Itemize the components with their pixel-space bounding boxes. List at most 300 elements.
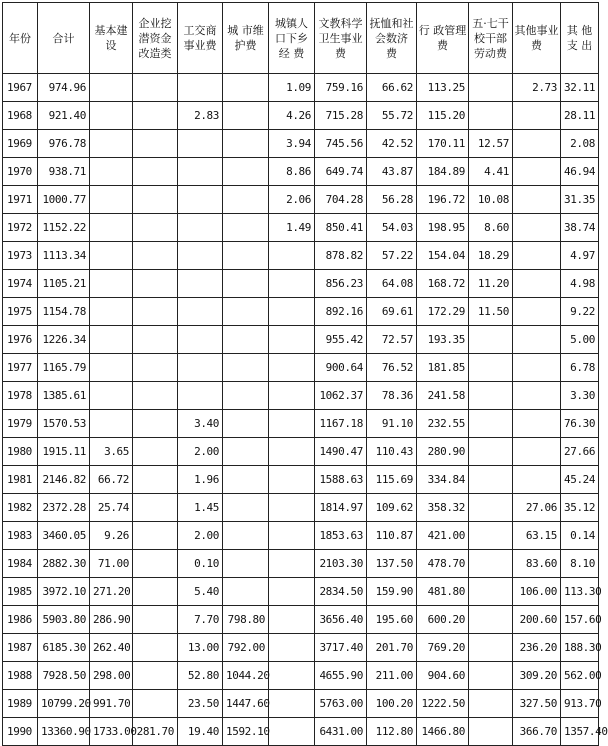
value-cell: 181.85 [417, 354, 469, 382]
table-row [3, 466, 599, 494]
year-cell: 1968 [3, 102, 38, 130]
value-cell [223, 242, 269, 270]
value-cell [269, 662, 315, 690]
value-cell [513, 102, 561, 130]
year-cell: 1973 [3, 242, 38, 270]
value-cell [513, 214, 561, 242]
value-cell [178, 74, 223, 102]
value-cell [469, 74, 513, 102]
value-cell [469, 522, 513, 550]
value-cell: 137.50 [367, 550, 417, 578]
value-cell: 991.70 [90, 690, 133, 718]
value-cell: 110.43 [367, 438, 417, 466]
value-cell: 309.20 [513, 662, 561, 690]
value-cell [513, 270, 561, 298]
year-cell: 1982 [3, 494, 38, 522]
value-cell: 3717.40 [315, 634, 367, 662]
year-cell: 1985 [3, 578, 38, 606]
value-cell: 7928.50 [38, 662, 90, 690]
value-cell: 1.49 [269, 214, 315, 242]
value-cell [269, 634, 315, 662]
value-cell: 198.95 [417, 214, 469, 242]
year-cell: 1978 [3, 382, 38, 410]
year-cell: 1983 [3, 522, 38, 550]
value-cell: 112.80 [367, 718, 417, 746]
value-cell: 7.70 [178, 606, 223, 634]
value-cell [133, 662, 178, 690]
value-cell: 892.16 [315, 298, 367, 326]
value-cell: 1062.37 [315, 382, 367, 410]
year-cell: 1974 [3, 270, 38, 298]
value-cell: 850.41 [315, 214, 367, 242]
value-cell [269, 522, 315, 550]
value-cell [133, 242, 178, 270]
value-cell: 27.06 [513, 494, 561, 522]
value-cell: 280.90 [417, 438, 469, 466]
value-cell: 10799.20 [38, 690, 90, 718]
value-cell [90, 270, 133, 298]
value-cell [223, 214, 269, 242]
value-cell: 286.90 [90, 606, 133, 634]
year-cell: 1989 [3, 690, 38, 718]
value-cell: 64.08 [367, 270, 417, 298]
value-cell: 35.12 [561, 494, 599, 522]
value-cell: 42.52 [367, 130, 417, 158]
value-cell: 1222.50 [417, 690, 469, 718]
value-cell: 792.00 [223, 634, 269, 662]
column-header: 城镇人口下乡经 费 [269, 3, 315, 74]
value-cell: 71.00 [90, 550, 133, 578]
value-cell: 421.00 [417, 522, 469, 550]
value-cell [513, 298, 561, 326]
value-cell: 46.94 [561, 158, 599, 186]
value-cell [90, 242, 133, 270]
table-row [3, 690, 599, 718]
value-cell: 2.00 [178, 522, 223, 550]
value-cell: 113.25 [417, 74, 469, 102]
value-cell: 2882.30 [38, 550, 90, 578]
value-cell [469, 438, 513, 466]
value-cell: 1733.00 [90, 718, 133, 746]
value-cell: 1.96 [178, 466, 223, 494]
year-cell: 1969 [3, 130, 38, 158]
value-cell: 715.28 [315, 102, 367, 130]
expenditure-table [2, 2, 608, 746]
value-cell [90, 382, 133, 410]
value-cell: 2.00 [178, 438, 223, 466]
table-row [3, 662, 599, 690]
value-cell [133, 186, 178, 214]
value-cell [223, 410, 269, 438]
value-cell: 1588.63 [315, 466, 367, 494]
value-cell [90, 74, 133, 102]
value-cell: 358.32 [417, 494, 469, 522]
value-cell [223, 298, 269, 326]
value-cell: 52.80 [178, 662, 223, 690]
column-header: 基本建设 [90, 3, 133, 74]
value-cell [178, 354, 223, 382]
value-cell: 8.86 [269, 158, 315, 186]
value-cell [90, 354, 133, 382]
value-cell: 11.20 [469, 270, 513, 298]
value-cell: 562.00 [561, 662, 599, 690]
value-cell [469, 606, 513, 634]
value-cell [513, 130, 561, 158]
value-cell [269, 578, 315, 606]
value-cell: 1152.22 [38, 214, 90, 242]
value-cell: 72.57 [367, 326, 417, 354]
value-cell: 334.84 [417, 466, 469, 494]
value-cell [90, 130, 133, 158]
value-cell [513, 466, 561, 494]
table-row [3, 130, 599, 158]
value-cell [513, 326, 561, 354]
value-cell: 1814.97 [315, 494, 367, 522]
value-cell: 2.73 [513, 74, 561, 102]
value-cell: 195.60 [367, 606, 417, 634]
value-cell [469, 326, 513, 354]
value-cell: 856.23 [315, 270, 367, 298]
value-cell: 1000.77 [38, 186, 90, 214]
value-cell: 66.62 [367, 74, 417, 102]
table-row [3, 102, 599, 130]
value-cell: 976.78 [38, 130, 90, 158]
value-cell [269, 242, 315, 270]
value-cell: 1592.10 [223, 718, 269, 746]
table-row [3, 186, 599, 214]
value-cell [133, 354, 178, 382]
value-cell [178, 186, 223, 214]
value-cell: 921.40 [38, 102, 90, 130]
value-cell [178, 326, 223, 354]
value-cell [269, 298, 315, 326]
year-cell: 1987 [3, 634, 38, 662]
value-cell: 19.40 [178, 718, 223, 746]
value-cell [269, 494, 315, 522]
value-cell [90, 214, 133, 242]
value-cell [133, 494, 178, 522]
table-row [3, 158, 599, 186]
column-header: 其他事业费 [513, 3, 561, 74]
value-cell: 5903.80 [38, 606, 90, 634]
value-cell: 43.87 [367, 158, 417, 186]
value-cell [269, 382, 315, 410]
value-cell [469, 634, 513, 662]
value-cell: 1.45 [178, 494, 223, 522]
column-header: 其 他支 出 [561, 3, 599, 74]
value-cell [133, 74, 178, 102]
value-cell: 0.14 [561, 522, 599, 550]
value-cell: 115.20 [417, 102, 469, 130]
table-row [3, 522, 599, 550]
value-cell [223, 270, 269, 298]
value-cell: 4655.90 [315, 662, 367, 690]
value-cell [269, 690, 315, 718]
value-cell [223, 186, 269, 214]
year-cell: 1977 [3, 354, 38, 382]
value-cell: 13.00 [178, 634, 223, 662]
table-row [3, 550, 599, 578]
value-cell: 955.42 [315, 326, 367, 354]
value-cell [513, 354, 561, 382]
year-cell: 1975 [3, 298, 38, 326]
value-cell [133, 634, 178, 662]
value-cell [223, 130, 269, 158]
value-cell: 66.72 [90, 466, 133, 494]
value-cell: 745.56 [315, 130, 367, 158]
value-cell [513, 186, 561, 214]
value-cell [469, 466, 513, 494]
table-row [3, 326, 599, 354]
value-cell: 55.72 [367, 102, 417, 130]
value-cell [269, 326, 315, 354]
value-cell: 3460.05 [38, 522, 90, 550]
year-cell: 1984 [3, 550, 38, 578]
value-cell: 904.60 [417, 662, 469, 690]
value-cell: 4.41 [469, 158, 513, 186]
value-cell: 45.24 [561, 466, 599, 494]
value-cell: 1385.61 [38, 382, 90, 410]
value-cell [269, 550, 315, 578]
table-row [3, 578, 599, 606]
column-header: 五·七干校干部劳动费 [469, 3, 513, 74]
value-cell [269, 718, 315, 746]
value-cell: 91.10 [367, 410, 417, 438]
value-cell [223, 382, 269, 410]
table-row [3, 382, 599, 410]
value-cell: 1165.79 [38, 354, 90, 382]
value-cell: 798.80 [223, 606, 269, 634]
value-cell: 110.87 [367, 522, 417, 550]
value-cell: 1447.60 [223, 690, 269, 718]
value-cell [513, 410, 561, 438]
column-header: 行 政管理费 [417, 3, 469, 74]
value-cell: 6185.30 [38, 634, 90, 662]
value-cell [133, 578, 178, 606]
value-cell: 3.30 [561, 382, 599, 410]
table-row [3, 270, 599, 298]
value-cell: 1570.53 [38, 410, 90, 438]
value-cell: 759.16 [315, 74, 367, 102]
value-cell: 6.78 [561, 354, 599, 382]
value-cell: 23.50 [178, 690, 223, 718]
value-cell: 478.70 [417, 550, 469, 578]
value-cell: 5.40 [178, 578, 223, 606]
value-cell: 1.09 [269, 74, 315, 102]
value-cell [469, 354, 513, 382]
value-cell: 56.28 [367, 186, 417, 214]
value-cell: 281.70 [133, 718, 178, 746]
value-cell: 200.60 [513, 606, 561, 634]
value-cell [133, 158, 178, 186]
value-cell: 78.36 [367, 382, 417, 410]
value-cell [223, 102, 269, 130]
value-cell: 10.08 [469, 186, 513, 214]
value-cell: 76.52 [367, 354, 417, 382]
value-cell [269, 438, 315, 466]
value-cell [223, 550, 269, 578]
value-cell [90, 186, 133, 214]
value-cell [223, 522, 269, 550]
header-row [3, 3, 599, 74]
value-cell: 3972.10 [38, 578, 90, 606]
value-cell: 2.83 [178, 102, 223, 130]
value-cell: 63.15 [513, 522, 561, 550]
value-cell: 900.64 [315, 354, 367, 382]
value-cell [178, 130, 223, 158]
value-cell: 184.89 [417, 158, 469, 186]
value-cell: 1154.78 [38, 298, 90, 326]
table-row [3, 634, 599, 662]
value-cell: 1915.11 [38, 438, 90, 466]
value-cell: 1113.34 [38, 242, 90, 270]
value-cell [133, 298, 178, 326]
value-cell: 76.30 [561, 410, 599, 438]
value-cell [133, 270, 178, 298]
table-row [3, 438, 599, 466]
value-cell [133, 382, 178, 410]
value-cell: 2834.50 [315, 578, 367, 606]
value-cell: 262.40 [90, 634, 133, 662]
value-cell: 100.20 [367, 690, 417, 718]
value-cell: 649.74 [315, 158, 367, 186]
value-cell [133, 130, 178, 158]
value-cell [133, 550, 178, 578]
value-cell: 4.97 [561, 242, 599, 270]
value-cell: 481.80 [417, 578, 469, 606]
value-cell: 9.22 [561, 298, 599, 326]
value-cell: 3656.40 [315, 606, 367, 634]
value-cell: 1167.18 [315, 410, 367, 438]
value-cell: 8.60 [469, 214, 513, 242]
value-cell [133, 466, 178, 494]
value-cell: 25.74 [90, 494, 133, 522]
value-cell: 600.20 [417, 606, 469, 634]
value-cell: 201.70 [367, 634, 417, 662]
value-cell: 188.30 [561, 634, 599, 662]
value-cell: 28.11 [561, 102, 599, 130]
year-cell: 1979 [3, 410, 38, 438]
value-cell [133, 522, 178, 550]
value-cell: 938.71 [38, 158, 90, 186]
value-cell: 913.70 [561, 690, 599, 718]
year-cell: 1971 [3, 186, 38, 214]
value-cell: 2.08 [561, 130, 599, 158]
year-cell: 1986 [3, 606, 38, 634]
value-cell: 4.26 [269, 102, 315, 130]
table-row [3, 74, 599, 102]
value-cell [469, 102, 513, 130]
value-cell: 1853.63 [315, 522, 367, 550]
value-cell: 704.28 [315, 186, 367, 214]
value-cell: 769.20 [417, 634, 469, 662]
value-cell [178, 214, 223, 242]
value-cell: 83.60 [513, 550, 561, 578]
column-header: 抚恤和社会数济 费 [367, 3, 417, 74]
value-cell: 1226.34 [38, 326, 90, 354]
year-cell: 1980 [3, 438, 38, 466]
value-cell [178, 298, 223, 326]
year-cell: 1981 [3, 466, 38, 494]
column-header: 工交商事业费 [178, 3, 223, 74]
value-cell [133, 438, 178, 466]
value-cell [178, 158, 223, 186]
value-cell: 109.62 [367, 494, 417, 522]
value-cell: 31.35 [561, 186, 599, 214]
table-row [3, 718, 599, 746]
value-cell [469, 690, 513, 718]
value-cell: 168.72 [417, 270, 469, 298]
value-cell: 38.74 [561, 214, 599, 242]
value-cell: 271.20 [90, 578, 133, 606]
value-cell: 1490.47 [315, 438, 367, 466]
value-cell [469, 662, 513, 690]
value-cell: 5763.00 [315, 690, 367, 718]
column-header: 城 市维护费 [223, 3, 269, 74]
value-cell: 327.50 [513, 690, 561, 718]
value-cell: 0.10 [178, 550, 223, 578]
value-cell [269, 466, 315, 494]
value-cell: 1105.21 [38, 270, 90, 298]
value-cell: 196.72 [417, 186, 469, 214]
value-cell [133, 606, 178, 634]
value-cell [223, 494, 269, 522]
value-cell: 878.82 [315, 242, 367, 270]
table-row [3, 494, 599, 522]
table-header [3, 3, 599, 74]
value-cell: 193.35 [417, 326, 469, 354]
value-cell: 2146.82 [38, 466, 90, 494]
table-body [3, 74, 608, 746]
value-cell: 54.03 [367, 214, 417, 242]
value-cell [133, 326, 178, 354]
value-cell: 3.65 [90, 438, 133, 466]
value-cell [269, 354, 315, 382]
value-cell: 32.11 [561, 74, 599, 102]
value-cell: 4.98 [561, 270, 599, 298]
value-cell [269, 410, 315, 438]
value-cell: 13360.90 [38, 718, 90, 746]
table-row [3, 410, 599, 438]
value-cell: 1044.20 [223, 662, 269, 690]
value-cell [90, 158, 133, 186]
value-cell: 241.58 [417, 382, 469, 410]
value-cell: 232.55 [417, 410, 469, 438]
value-cell: 12.57 [469, 130, 513, 158]
year-cell: 1970 [3, 158, 38, 186]
value-cell: 298.00 [90, 662, 133, 690]
value-cell: 170.11 [417, 130, 469, 158]
value-cell: 3.94 [269, 130, 315, 158]
value-cell [90, 298, 133, 326]
value-cell [469, 410, 513, 438]
value-cell: 1357.40 [561, 718, 599, 746]
value-cell: 5.00 [561, 326, 599, 354]
value-cell [269, 270, 315, 298]
table-row [3, 606, 599, 634]
value-cell: 57.22 [367, 242, 417, 270]
column-header: 合计 [38, 3, 90, 74]
value-cell: 211.00 [367, 662, 417, 690]
value-cell [178, 242, 223, 270]
year-cell: 1972 [3, 214, 38, 242]
value-cell [133, 410, 178, 438]
value-cell: 366.70 [513, 718, 561, 746]
value-cell [223, 74, 269, 102]
value-cell [513, 158, 561, 186]
value-cell [90, 102, 133, 130]
column-header: 文教科学卫生事业费 [315, 3, 367, 74]
